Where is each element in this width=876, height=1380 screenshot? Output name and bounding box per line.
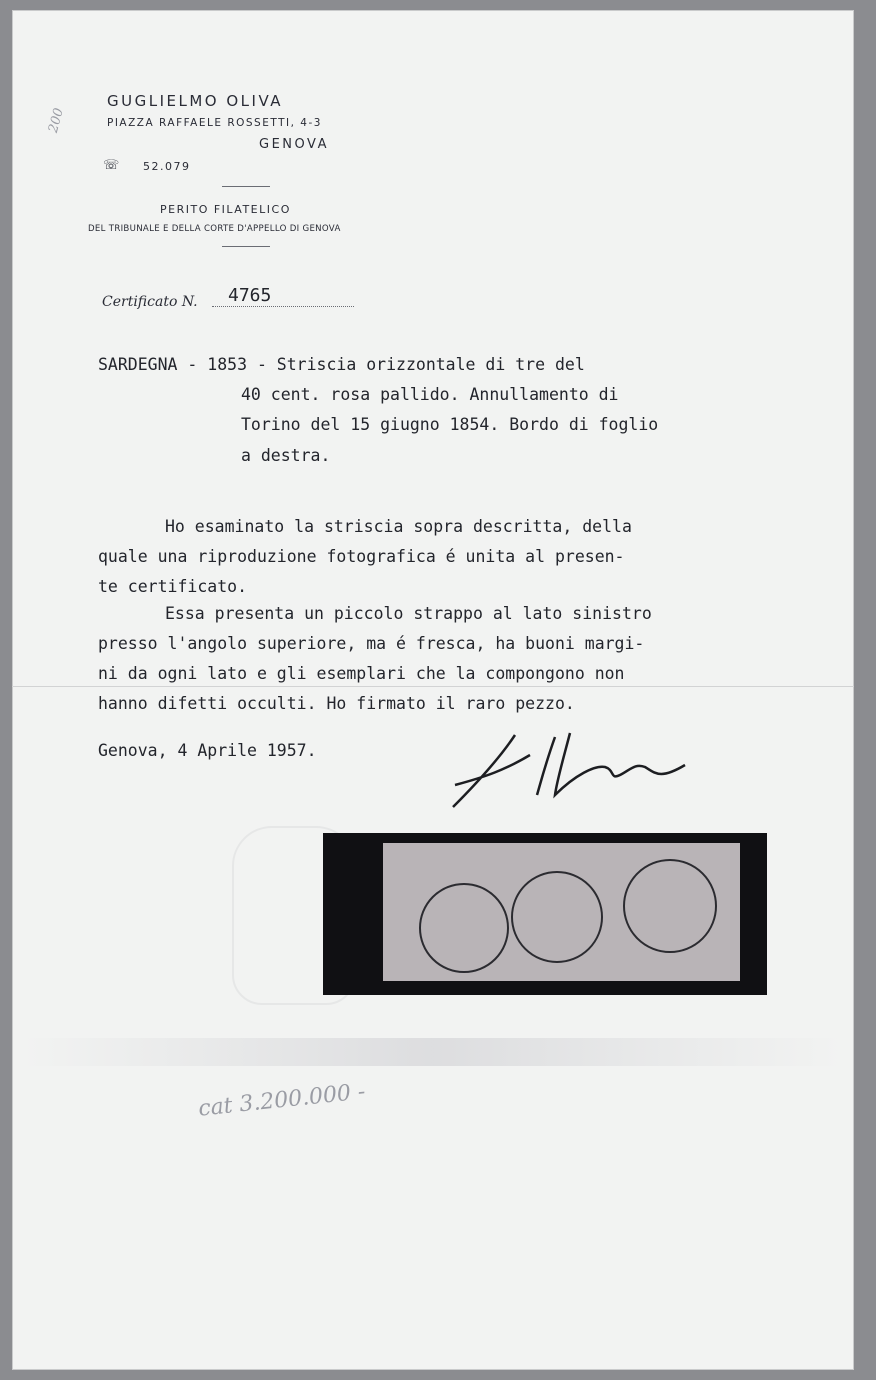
fold-line (12, 686, 854, 687)
expert-name: GUGLIELMO OLIVA (107, 92, 284, 110)
divider-top (222, 186, 270, 187)
expert-role: PERITO FILATELICO (160, 203, 291, 216)
description-line-2: 40 cent. rosa pallido. Annullamento di (241, 385, 619, 404)
body-line-6: ni da ogni lato e gli esemplari che la compongono non (98, 664, 625, 683)
postmark-2 (511, 871, 603, 963)
certificate-number-rule (212, 306, 354, 307)
postmark-1 (419, 883, 509, 973)
description-line-3: Torino del 15 giugno 1854. Bordo di foglio (241, 415, 659, 434)
body-line-7: hanno difetti occulti. Ho firmato il raro pezzo. (98, 694, 575, 713)
postmark-3 (623, 859, 717, 953)
expert-phone: 52.079 (143, 160, 191, 173)
certificate-label: Certificato N. (102, 294, 198, 310)
certificate-sheet (12, 10, 854, 1370)
divider-bottom (222, 246, 270, 247)
catalogue-value-note: cat 3.200.000 - (197, 1079, 367, 1122)
description-line-4: a destra. (241, 446, 331, 465)
body-line-4: Essa presenta un piccolo strappo al lato sinistro (165, 604, 652, 623)
expert-address: PIAZZA RAFFAELE ROSSETTI, 4-3 (107, 117, 322, 129)
body-line-1: Ho esaminato la striscia sopra descritta, della (165, 517, 632, 536)
phone-icon: ☏ (103, 158, 121, 173)
certificate-number: 4765 (228, 285, 272, 306)
signature-image (445, 725, 705, 815)
body-line-2: quale una riproduzione fotografica é unita al presen- (98, 547, 625, 566)
expert-city: GENOVA (259, 137, 329, 152)
place-date: Genova, 4 Aprile 1957. (98, 741, 317, 760)
ink-bleed (22, 1038, 842, 1066)
margin-number: 200 (45, 106, 67, 135)
stamp-strip-photo (323, 833, 767, 995)
body-line-3: te certificato. (98, 577, 248, 596)
expert-court: DEL TRIBUNALE E DELLA CORTE D'APPELLO DI GENOVA (88, 224, 341, 234)
body-line-5: presso l'angolo superiore, ma é fresca, ha buoni margi- (98, 634, 645, 653)
description-line-1: SARDEGNA - 1853 - Striscia orizzontale di tre del (98, 355, 585, 374)
